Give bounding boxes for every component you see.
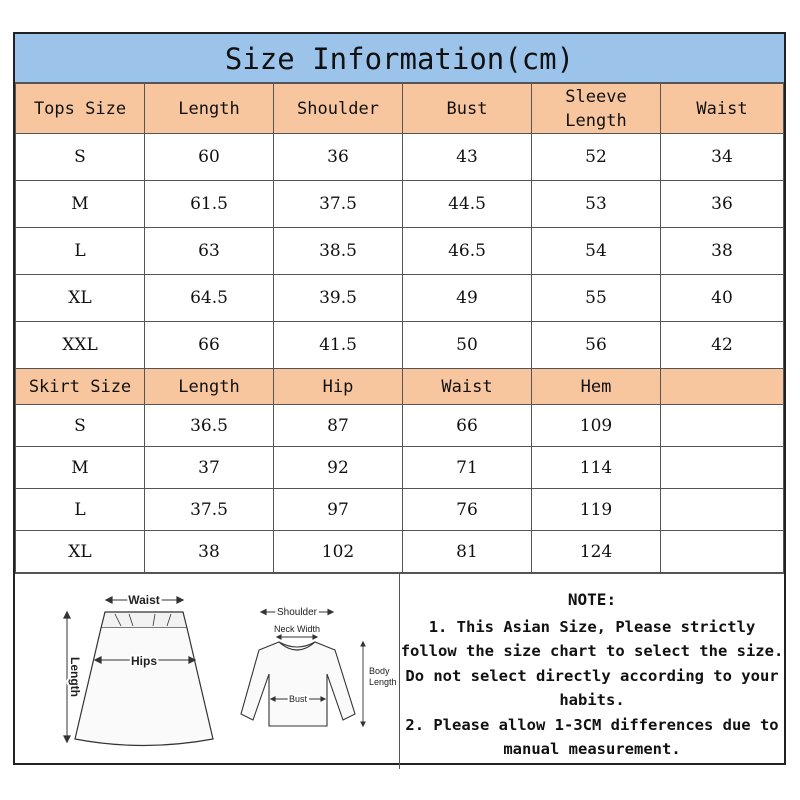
size-table <box>15 83 784 573</box>
note-line-2: 2. Please allow 1-3CM differences due to manual measurement. <box>405 715 779 758</box>
table-cell: M <box>16 181 145 228</box>
size-chart <box>13 32 786 765</box>
table-cell: 54 <box>532 228 661 275</box>
table-cell <box>661 369 784 405</box>
table-cell: 37 <box>145 447 274 489</box>
table-cell: 42 <box>661 322 784 369</box>
table-cell: XXL <box>16 322 145 369</box>
table-cell: 40 <box>661 275 784 322</box>
table-cell: 61.5 <box>145 181 274 228</box>
table-cell: 71 <box>403 447 532 489</box>
length-label: Length <box>68 657 82 697</box>
table-cell: 114 <box>532 447 661 489</box>
skirt-header-row <box>16 369 784 405</box>
shoulder-label: Shoulder <box>276 607 318 618</box>
table-cell: Waist <box>403 369 532 405</box>
table-row <box>16 134 784 181</box>
table-cell: Hip <box>274 369 403 405</box>
table-cell <box>661 489 784 531</box>
table-cell: XL <box>16 531 145 573</box>
table-cell: Skirt Size <box>16 369 145 405</box>
table-cell: 43 <box>403 134 532 181</box>
bottom-section <box>15 573 784 769</box>
table-cell: 56 <box>532 322 661 369</box>
table-cell: 34 <box>661 134 784 181</box>
table-row <box>16 181 784 228</box>
table-cell: 92 <box>274 447 403 489</box>
table-cell: 81 <box>403 531 532 573</box>
table-cell: 87 <box>274 405 403 447</box>
table-cell <box>661 405 784 447</box>
table-cell: 36 <box>661 181 784 228</box>
table-cell: M <box>16 447 145 489</box>
table-cell: Tops Size <box>16 84 145 134</box>
skirt-diagram <box>64 597 213 746</box>
table-cell: 102 <box>274 531 403 573</box>
table-cell: Shoulder <box>274 84 403 134</box>
table-row <box>16 322 784 369</box>
table-row <box>16 447 784 489</box>
table-cell: 53 <box>532 181 661 228</box>
table-cell: 97 <box>274 489 403 531</box>
table-cell: 36 <box>274 134 403 181</box>
table-cell: 41.5 <box>274 322 403 369</box>
table-cell: 76 <box>403 489 532 531</box>
table-cell: 124 <box>532 531 661 573</box>
hips-label: Hips <box>130 654 158 668</box>
table-cell: 63 <box>145 228 274 275</box>
chart-title: Size Information(cm) <box>15 34 784 83</box>
body-length-label-line1: Body <box>369 666 390 676</box>
table-row <box>16 531 784 573</box>
body-length-label-line2: Length <box>369 677 397 687</box>
note-panel <box>400 574 784 769</box>
table-cell: 38.5 <box>274 228 403 275</box>
table-cell: 46.5 <box>403 228 532 275</box>
waist-label: Waist <box>128 593 160 607</box>
table-cell: 38 <box>661 228 784 275</box>
table-cell: 109 <box>532 405 661 447</box>
neck-width-label: Neck Width <box>273 624 321 634</box>
table-cell: 37.5 <box>274 181 403 228</box>
table-row <box>16 275 784 322</box>
table-cell: 60 <box>145 134 274 181</box>
table-cell <box>661 531 784 573</box>
body-length-label <box>369 666 397 687</box>
table-cell: Hem <box>532 369 661 405</box>
table-cell: 39.5 <box>274 275 403 322</box>
measurement-diagram <box>15 574 399 769</box>
table-cell: 50 <box>403 322 532 369</box>
table-cell: S <box>16 134 145 181</box>
table-cell: 119 <box>532 489 661 531</box>
tops-header-row <box>16 84 784 134</box>
table-cell: 49 <box>403 275 532 322</box>
table-row <box>16 228 784 275</box>
measurement-illustration <box>15 574 400 769</box>
table-cell: Length <box>145 369 274 405</box>
table-cell: 64.5 <box>145 275 274 322</box>
table-cell: L <box>16 489 145 531</box>
table-cell: 44.5 <box>403 181 532 228</box>
bust-label: Bust <box>288 694 308 704</box>
table-cell: S <box>16 405 145 447</box>
table-cell: L <box>16 228 145 275</box>
note-line-1: 1. This Asian Size, Please strictly follow the size chart to select the size. Do not select directly according to your habits. <box>400 617 784 709</box>
table-cell: Length <box>145 84 274 134</box>
table-cell: Bust <box>403 84 532 134</box>
table-cell: 52 <box>532 134 661 181</box>
table-cell: XL <box>16 275 145 322</box>
table-cell: 66 <box>403 405 532 447</box>
table-row <box>16 489 784 531</box>
note-title: NOTE: <box>567 590 617 609</box>
table-cell: 38 <box>145 531 274 573</box>
table-cell: 36.5 <box>145 405 274 447</box>
table-row <box>16 405 784 447</box>
table-cell: 37.5 <box>145 489 274 531</box>
table-cell: 55 <box>532 275 661 322</box>
table-cell <box>661 447 784 489</box>
table-cell: 66 <box>145 322 274 369</box>
table-cell: Waist <box>661 84 784 134</box>
table-cell: Sleeve Length <box>532 84 661 134</box>
